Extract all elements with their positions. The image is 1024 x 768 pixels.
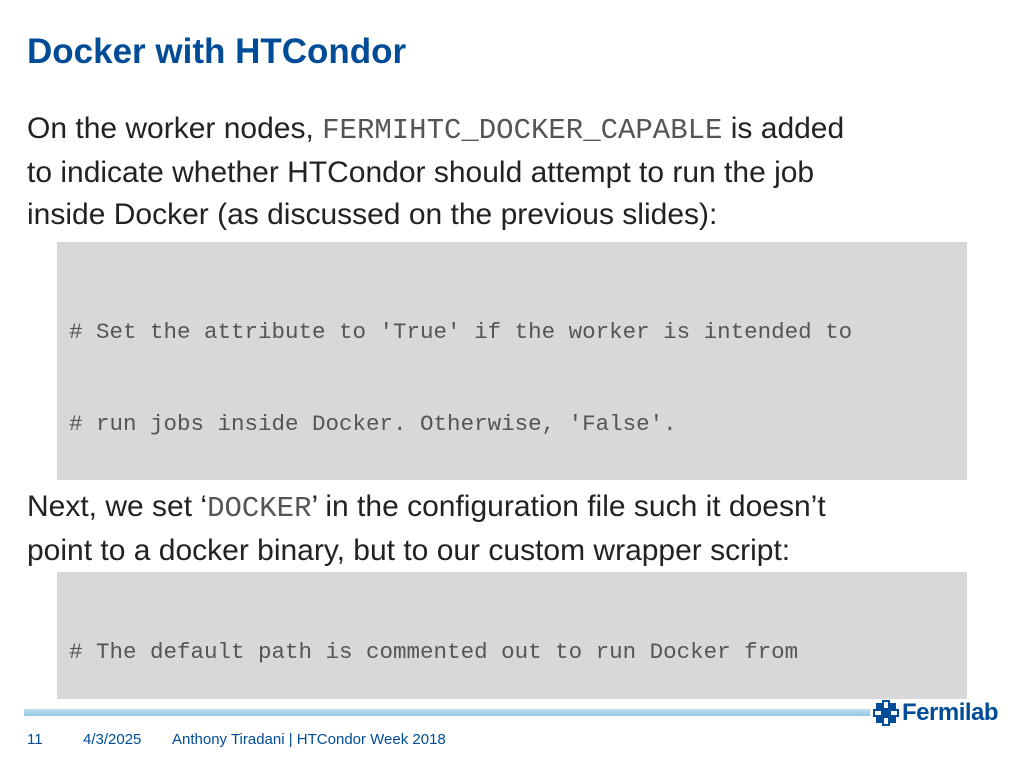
next-line-2: point to a docker binary, but to our custom wrapper script: [27,534,791,567]
code-line: # Set the attribute to 'True' if the worker is intended to [69,318,853,345]
code-line: # run jobs inside Docker. Otherwise, 'False'. [69,410,677,437]
code-line: # The default path is commented out to run Docker from [69,638,799,665]
fermilab-wordmark: Fermilab [902,699,999,726]
page-number: 11 [27,731,43,748]
inline-code: DOCKER [207,492,312,525]
footer-author-event: Anthony Tiradani | HTCondor Week 2018 [172,731,446,748]
footer-divider-bar [24,709,870,716]
footer-date: 4/3/2025 [83,731,142,748]
config-code-block-1 [57,242,967,480]
intro-line-1: On the worker nodes, FERMIHTC_DOCKER_CAPABLE is added [27,112,845,147]
next-line-1: Next, we set ‘DOCKER’ in the configuration file such it doesn’t [27,490,826,525]
fermilab-logo-icon [873,700,899,726]
next-paragraph [27,486,826,572]
inline-code: FERMIHTC_DOCKER_CAPABLE [322,114,723,147]
fermilab-logo [873,697,998,729]
slide-title: Docker with HTCondor [27,32,407,71]
intro-line-3: inside Docker (as discussed on the previous slides): [27,198,718,231]
intro-line-2: to indicate whether HTCondor should attempt to run the job [27,156,815,189]
intro-paragraph [27,108,844,236]
config-code-block-2 [57,572,967,699]
